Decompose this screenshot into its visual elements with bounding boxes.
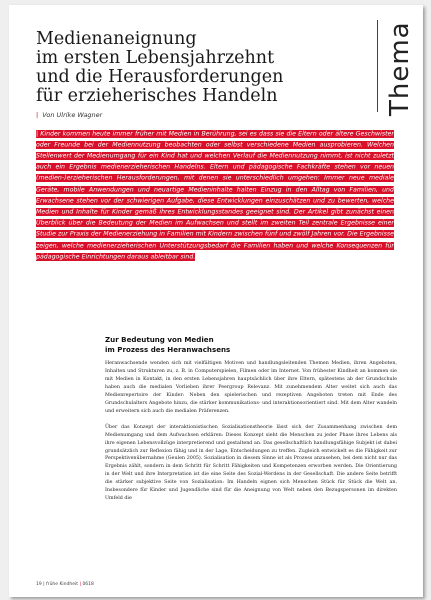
article-title-line: Medienaneignung — [36, 29, 197, 49]
lead-highlight — [36, 130, 394, 261]
author-name: Von Ulrike Wagner — [42, 111, 103, 119]
lead-paragraph — [36, 128, 394, 262]
issue-number: 0618 — [82, 582, 94, 587]
footer-separator: | — [79, 582, 81, 587]
page-footer — [36, 582, 94, 587]
journal-name: frühe Kindheit — [46, 582, 79, 587]
lead-text: Kinder kommen heute immer früher mit Medien in Berührung, sei es dass sie die Eltern oder ältere Geschwister oder Freunde bei der Mediennutzung beobachten oder selbst verschiedene Medien ausprobieren. Welchen Stellenwert der Medienumgang für ein Kind hat und welchen Verlauf die Mediennutzung nimmt, ist nicht zuletzt auch ein Ergebnis medienerzieherischen Handelns. Eltern und pädagogische Fachkräfte stehen vor neuen (medien-)erzieherischen Herausforderungen, mit denen sie unterschiedlich umgehen: Immer neue mediale Geräte, mobile Anwendungen und neuartige Medieninhalte halten Einzug in den Alltag von Familien, und Erwachsene stehen vor der schwierigen Aufgabe, diese Entwicklungen einzuschätzen und zu bewerten, welche Medien und Inhalte für Kinder gemäß ihres Entwicklungsstandes geeignet sind. Der Artikel gibt zunächst einen Überblick über die Bedeutung der Medien im Aufwachsen und stellt im zweiten Teil zentrale Ergebnisse einer Studie zur Praxis der Medienerziehung in Familien mit Kindern zwischen fünf und zwölf Jahren vor. Die Ergebnisse zeigen, welche medienerzieherischen Unterstützungsbedarf die Familien haben und welche Konsequenzen für pädagogische Einrichtungen daraus ableitbar sind. — [36, 130, 394, 261]
section-tab-label: Thema — [385, 21, 415, 116]
body-column — [105, 335, 397, 503]
paragraph-spacer — [105, 416, 397, 424]
byline-bar: | — [36, 111, 39, 119]
article-title-line: und die Herausforderungen — [36, 67, 284, 87]
body-paragraph: Über das Konzept der interaktionistischen Sozialisationstheorie lässt sich der Zusammenhang zwischen dem Medienumgang und dem Aufwachsen erklären: Dieses Konzept sieht die Menschen zu jeder Phase ihres Lebens als ihre eigenen Lebensvollzüge interpretierend und gestaltend an. Das gesellschaftlich handlungsfähige Subjekt ist dabei grundsätzlich zur Reflexion fähig und in der Lage, Entscheidungen zu treffen. Zugleich entwickelt es die Fähigkeit zur Perspektivenübernahme (Geulen 2005). Sozialisation in diesem Sinne ist als Prozess anzusehen, bei dem nicht nur das Ergebnis zählt, sondern in dem Schritt für Schritt Fähigkeiten und Kompetenzen erworben werden. Die Orientierung in der Welt und ihre Interpretation ist die eine Seite des Sozial-Werdens in der Gesellschaft. Die andere Seite betrifft die stärker subjektive Seite von Sozialisation: Im Handeln eignen sich Menschen Stück für Stück die Welt an. Insbesondere für Kinder und Jugendliche sind für die Aneignung von Welt neben den Bezugspersonen im direkten Umfeld die — [105, 424, 397, 502]
section-heading-line: Zur Bedeutung von Medien — [105, 335, 214, 344]
section-heading-line: im Prozess des Heranwachsens — [105, 344, 231, 354]
lead-bar: | — [36, 130, 39, 137]
article-title-line: im ersten Lebensjahrzehnt — [36, 48, 275, 68]
body-paragraph: Heranwachsende wenden sich mit vielfältigen Motiven und handlungsleitenden Themen Medien, ihren Angeboten, Inhalten und Strukturen zu, z. B. in Computerspielen, Filmen oder im Internet. Von frühester Kindheit an kommen sie mit Medien in Kontakt, in den ersten Lebensjahren hauptsächlich über ihre Eltern, spätestens ab der Grundschule haben auch die medialen Vorlieben ihrer Peergroup Relevanz. Mit zunehmendem Alter weitet sich auch das Medienrepertoire der Kinder: Neben den spielerischen und rezeptiven Angeboten treten mit Ende des Grundschulalters Angebote hinzu, die stärker kommunikations- und interaktionsorientiert sind. Mit dem Alter wandeln und erweitern sich auch die medialen Präferenzen. — [105, 361, 397, 414]
page-number: 19 — [36, 582, 42, 587]
footer-separator: | — [43, 582, 45, 587]
article-title-line: für erzieherisches Handeln — [36, 86, 278, 106]
article-title — [36, 30, 356, 106]
section-tab-rule — [377, 20, 378, 112]
author-byline — [36, 111, 102, 119]
section-heading — [105, 335, 397, 354]
magazine-page — [9, 5, 423, 597]
section-tab — [377, 18, 423, 118]
